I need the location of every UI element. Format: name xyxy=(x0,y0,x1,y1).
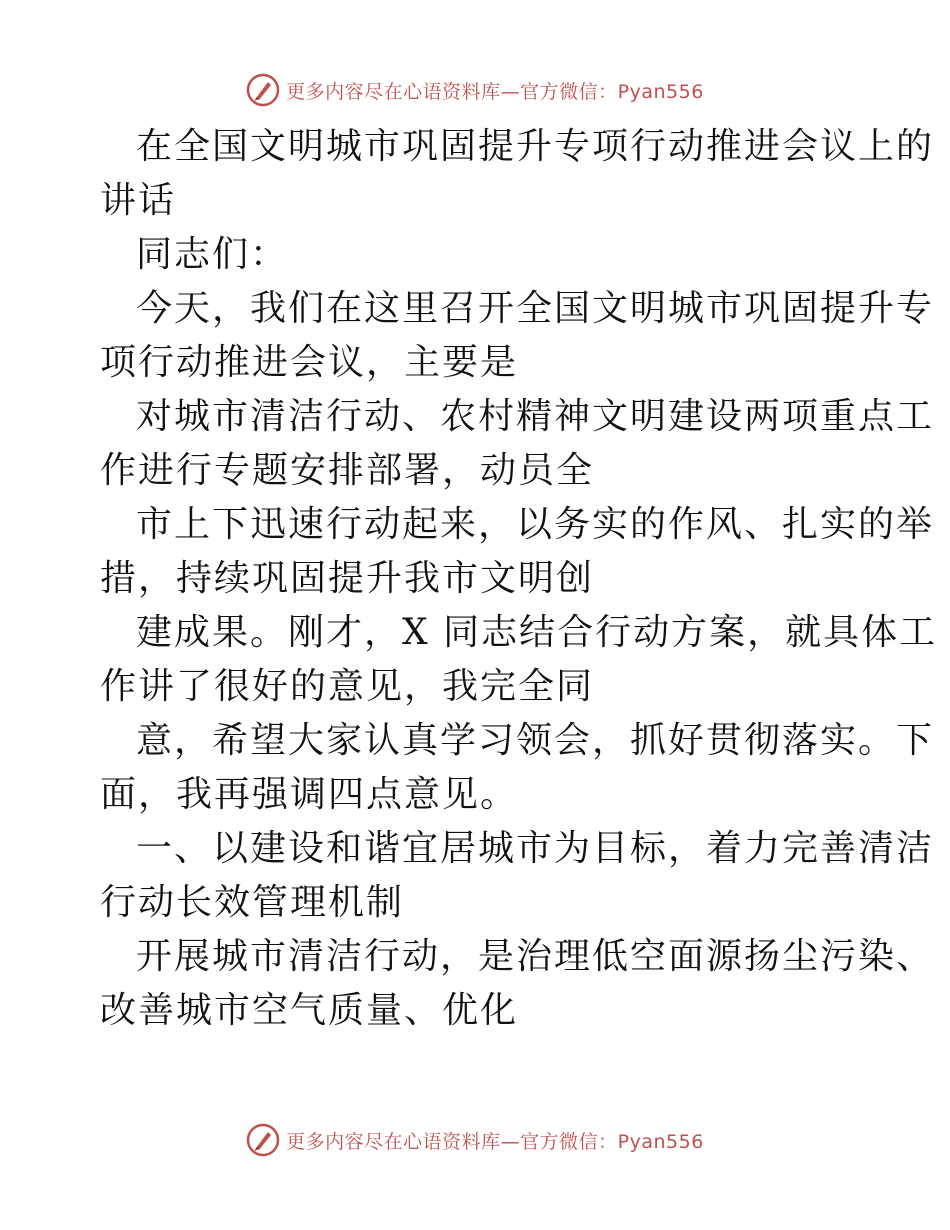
document-body xyxy=(100,120,938,1038)
paragraph-line: 讲话 xyxy=(100,180,177,221)
paragraph-line: 市上下迅速行动起来，以务实的作风、扎实的举 xyxy=(136,504,935,545)
footer-banner xyxy=(0,1120,950,1160)
paragraph-line: 开展城市清洁行动，是治理低空面源扬尘污染、 xyxy=(136,936,935,977)
paragraph-line: 同志们： xyxy=(136,234,289,275)
paragraph-line: 今天，我们在这里召开全国文明城市巩固提升专 xyxy=(136,288,935,329)
paragraph-line: 建成果。刚才，X 同志结合行动方案，就具体工 xyxy=(136,612,938,653)
paragraph-line: 措，持续巩固提升我市文明创 xyxy=(100,558,595,599)
header-banner xyxy=(0,70,950,110)
paragraph-line: 面，我再强调四点意见。 xyxy=(100,774,519,815)
paragraph-line: 项行动推进会议，主要是 xyxy=(100,342,519,383)
pen-quill-logo-icon xyxy=(246,1123,280,1157)
paragraph-line: 作讲了很好的意见，我完全同 xyxy=(100,666,595,707)
paragraph-line: 行动长效管理机制 xyxy=(100,882,405,923)
paragraph-line: 改善城市空气质量、优化 xyxy=(100,990,519,1031)
paragraph-line: 对城市清洁行动、农村精神文明建设两项重点工 xyxy=(136,396,935,437)
pen-quill-logo-icon xyxy=(246,73,280,107)
paragraph-line: 在全国文明城市巩固提升专项行动推进会议上的 xyxy=(136,126,935,167)
paragraph-line: 意，希望大家认真学习领会，抓好贯彻落实。下 xyxy=(136,720,935,761)
banner-text: 更多内容尽在心语资料库—官方微信：Pyan556 xyxy=(286,80,704,103)
banner-text: 更多内容尽在心语资料库—官方微信：Pyan556 xyxy=(286,1130,704,1153)
paragraph-line: 一、以建设和谐宜居城市为目标，着力完善清洁 xyxy=(136,828,935,869)
paragraph-line: 作进行专题安排部署，动员全 xyxy=(100,450,595,491)
